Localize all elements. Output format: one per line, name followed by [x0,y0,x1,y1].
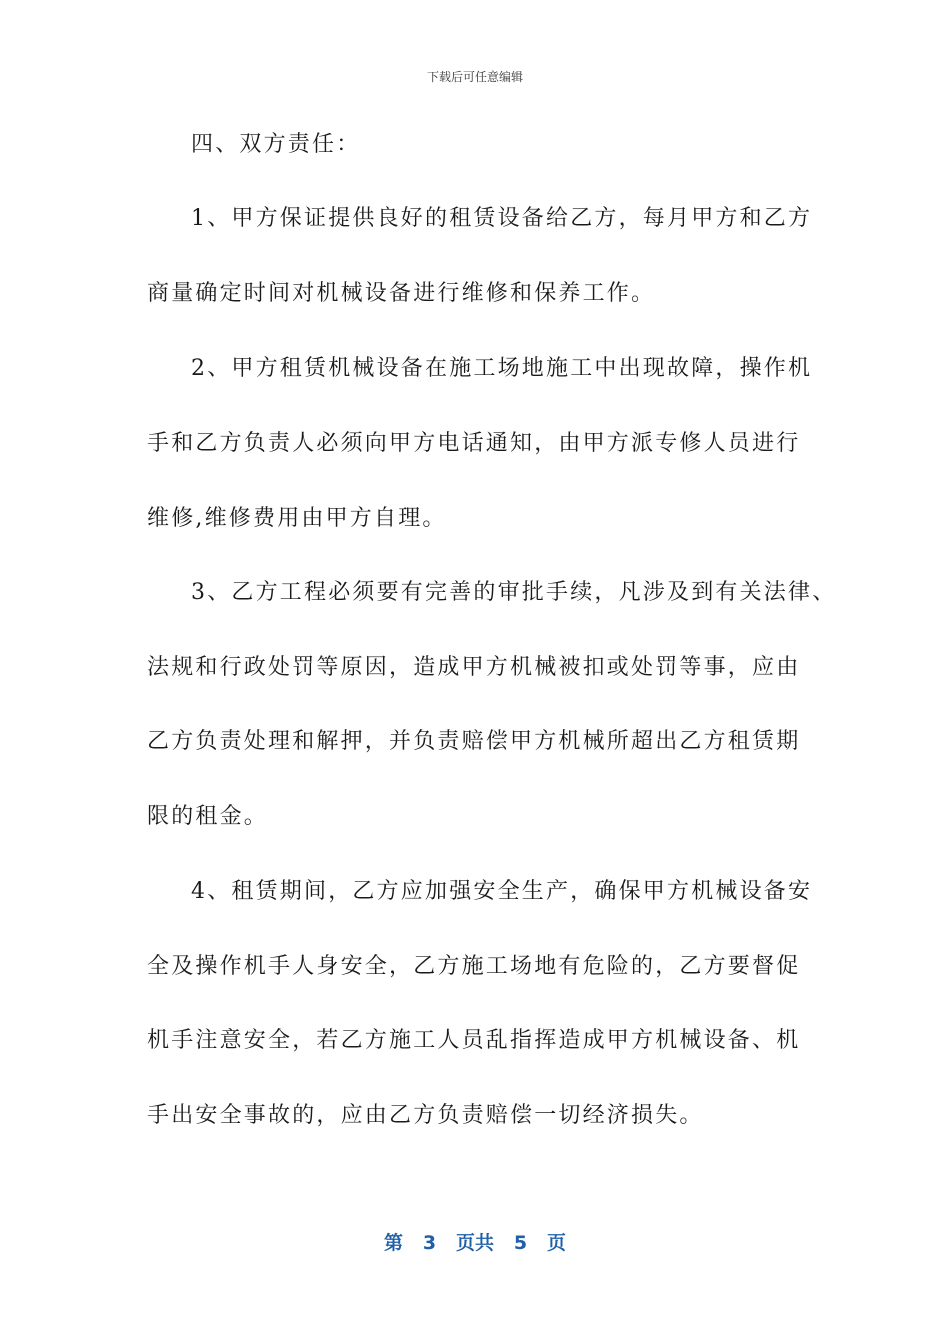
page-label-prefix: 第 [384,1232,404,1254]
paragraph-line: 乙方负责处理和解押，并负责赔偿甲方机械所超出乙方租赁期 [147,729,801,754]
paragraph-line: 法规和行政处罚等原因，造成甲方机械被扣或处罚等事，应由 [147,655,801,680]
paragraph-line: 机手注意安全，若乙方施工人员乱指挥造成甲方机械设备、机 [147,1028,801,1053]
paragraph-line: 手出安全事故的，应由乙方负责赔偿一切经济损失。 [147,1103,704,1128]
section-heading: 四、双方责任： [191,132,361,157]
paragraph-line: 全及操作机手人身安全，乙方施工场地有危险的，乙方要督促 [147,954,801,979]
page-number-footer [0,1228,950,1255]
total-pages-number: 5 [513,1232,528,1254]
paragraph-line: 3、乙方工程必须要有完善的审批手续，凡涉及到有关法律、 [191,580,837,605]
paragraph-line: 1、甲方保证提供良好的租赁设备给乙方，每月甲方和乙方 [191,206,813,231]
page-label-mid: 页共 [455,1232,494,1254]
page-header-note: 下载后可任意编辑 [426,70,523,84]
paragraph-line: 2、甲方租赁机械设备在施工场地施工中出现故障，操作机 [191,356,813,381]
paragraph-line: 商量确定时间对机械设备进行维修和保养工作。 [147,281,656,306]
paragraph-line: 4、租赁期间，乙方应加强安全生产，确保甲方机械设备安 [191,879,813,904]
paragraph-line: 手和乙方负责人必须向甲方电话通知，由甲方派专修人员进行 [147,431,801,456]
paragraph-line: 限的租金。 [147,804,269,829]
page-label-suffix: 页 [546,1232,566,1254]
current-page-number: 3 [422,1232,437,1254]
paragraph-line: 维修,维修费用由甲方自理。 [147,506,447,531]
